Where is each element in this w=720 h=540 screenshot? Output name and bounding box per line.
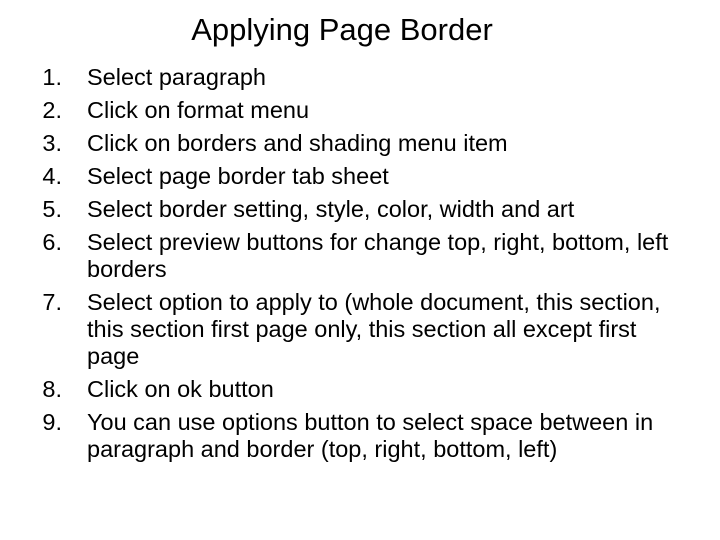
step-item [32, 289, 692, 370]
step-number: 5. [42, 196, 62, 222]
step-number: 7. [42, 289, 62, 315]
step-text: Click on borders and shading menu item [87, 130, 508, 156]
step-item [32, 97, 692, 124]
steps-list [32, 64, 692, 469]
step-text: Select option to apply to (whole document, this section, this section first page only, this section all except first page [87, 289, 661, 369]
step-item [32, 130, 692, 157]
step-text: Select preview buttons for change top, right, bottom, left borders [87, 229, 669, 282]
step-number: 8. [42, 376, 62, 402]
step-item [32, 196, 692, 223]
step-number: 3. [42, 130, 62, 156]
step-item [32, 409, 692, 463]
step-item [32, 376, 692, 403]
step-text: Select paragraph [87, 64, 266, 90]
step-text: You can use options button to select space between in paragraph and border (top, right, bottom, left) [87, 409, 654, 462]
step-number: 4. [42, 163, 62, 189]
step-text: Click on format menu [87, 97, 310, 123]
step-text: Click on ok button [87, 376, 274, 402]
step-text: Select page border tab sheet [87, 163, 389, 189]
step-number: 6. [42, 229, 62, 255]
step-item [32, 64, 692, 91]
step-number: 9. [42, 409, 62, 435]
slide-title: Applying Page Border [191, 12, 493, 47]
step-number: 2. [42, 97, 62, 123]
step-text: Select border setting, style, color, width and art [87, 196, 575, 222]
step-item [32, 163, 692, 190]
step-number: 1. [42, 64, 62, 90]
step-item [32, 229, 692, 283]
